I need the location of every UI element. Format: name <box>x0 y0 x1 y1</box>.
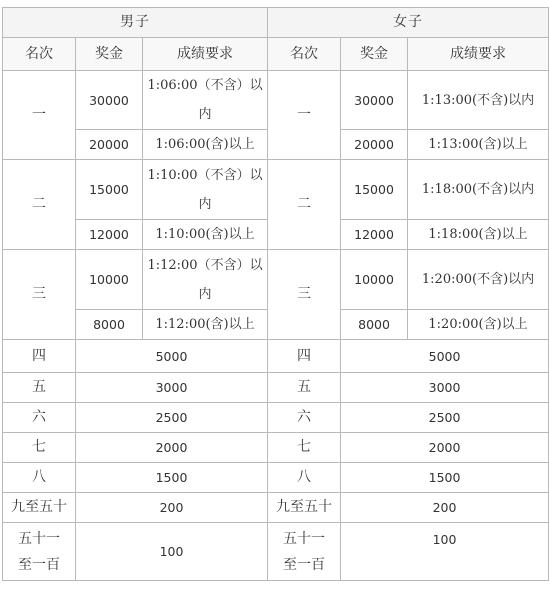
women-prize-cell: 30000 <box>341 71 408 130</box>
women-requirement-cell: 1:13:00(不含)以内 <box>408 71 549 130</box>
women-rank-cell: 一 <box>268 71 341 160</box>
men-rank-cell: 一 <box>3 71 76 160</box>
women-prize-cell: 3000 <box>341 373 549 403</box>
women-prize-cell: 5000 <box>341 340 549 373</box>
men-prize-cell: 15000 <box>76 160 143 220</box>
women-prize-cell: 10000 <box>341 250 408 310</box>
men-requirement-cell: 1:10:00(含)以上 <box>143 220 268 250</box>
women-rank-cell: 四 <box>268 340 341 373</box>
men-header: 男子 <box>3 8 268 38</box>
table-row <box>3 71 549 130</box>
women-requirement-cell: 1:18:00(不含)以内 <box>408 160 549 220</box>
men-requirement-cell: 1:06:00（不含）以内 <box>143 71 268 130</box>
men-prize-cell: 20000 <box>76 130 143 160</box>
women-prize-cell: 8000 <box>341 310 408 340</box>
men-rank-cell: 三 <box>3 250 76 340</box>
women-prize-cell: 100 <box>341 523 549 581</box>
men-prize-cell: 200 <box>76 493 268 523</box>
men-requirement-cell: 1:12:00(含)以上 <box>143 310 268 340</box>
men-rank-cell: 四 <box>3 340 76 373</box>
men-prize-cell: 30000 <box>76 71 143 130</box>
women-rank-cell: 七 <box>268 433 341 463</box>
men-prize-cell: 10000 <box>76 250 143 310</box>
men-rank-cell: 五 <box>3 373 76 403</box>
table-row <box>3 433 549 463</box>
women-prize-cell: 2000 <box>341 433 549 463</box>
table-row <box>3 373 549 403</box>
women-header: 女子 <box>268 8 549 38</box>
table-row <box>3 463 549 493</box>
table-row <box>3 523 549 581</box>
column-header-row <box>3 38 549 71</box>
women-requirement-cell: 1:13:00(含)以上 <box>408 130 549 160</box>
men-rank-cell: 九至五十 <box>3 493 76 523</box>
prize-table <box>2 7 549 581</box>
men-rank-cell: 七 <box>3 433 76 463</box>
table-row <box>3 160 549 220</box>
women-requirement-cell: 1:18:00(含)以上 <box>408 220 549 250</box>
men-prize-cell: 2500 <box>76 403 268 433</box>
men-rank-cell: 六 <box>3 403 76 433</box>
women-prize-cell: 2500 <box>341 403 549 433</box>
women-rank-cell: 五十一至一百 <box>268 523 341 581</box>
men-requirement-cell: 1:06:00(含)以上 <box>143 130 268 160</box>
women-requirement-cell: 1:20:00(不含)以内 <box>408 250 549 310</box>
table-row <box>3 493 549 523</box>
women-rank-header: 名次 <box>268 38 341 71</box>
men-prize-cell: 2000 <box>76 433 268 463</box>
men-prize-cell: 8000 <box>76 310 143 340</box>
men-rank-cell: 二 <box>3 160 76 250</box>
women-rank-cell: 六 <box>268 403 341 433</box>
group-header-row <box>3 8 549 38</box>
men-rank-header: 名次 <box>3 38 76 71</box>
women-rank-cell: 八 <box>268 463 341 493</box>
table-row <box>3 340 549 373</box>
women-requirement-cell: 1:20:00(含)以上 <box>408 310 549 340</box>
women-prize-cell: 1500 <box>341 463 549 493</box>
men-requirement-cell: 1:12:00（不含）以内 <box>143 250 268 310</box>
men-rank-cell: 五十一至一百 <box>3 523 76 581</box>
men-prize-cell: 5000 <box>76 340 268 373</box>
women-prize-cell: 12000 <box>341 220 408 250</box>
table-row <box>3 403 549 433</box>
women-rank-cell: 九至五十 <box>268 493 341 523</box>
women-rank-cell: 二 <box>268 160 341 250</box>
women-prize-cell: 15000 <box>341 160 408 220</box>
men-prize-cell: 12000 <box>76 220 143 250</box>
men-requirement-header: 成绩要求 <box>143 38 268 71</box>
women-rank-cell: 三 <box>268 250 341 340</box>
men-rank-cell: 八 <box>3 463 76 493</box>
women-prize-cell: 200 <box>341 493 549 523</box>
women-prize-header: 奖金 <box>341 38 408 71</box>
men-prize-cell: 3000 <box>76 373 268 403</box>
men-requirement-cell: 1:10:00（不含）以内 <box>143 160 268 220</box>
women-rank-cell: 五 <box>268 373 341 403</box>
prize-table-container <box>2 7 549 581</box>
women-requirement-header: 成绩要求 <box>408 38 549 71</box>
men-prize-header: 奖金 <box>76 38 143 71</box>
women-prize-cell: 20000 <box>341 130 408 160</box>
table-row <box>3 250 549 310</box>
men-prize-cell: 1500 <box>76 463 268 493</box>
men-prize-cell: 100 <box>76 523 268 581</box>
